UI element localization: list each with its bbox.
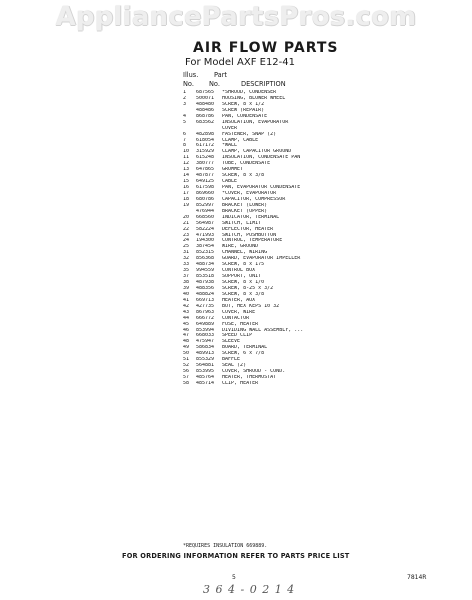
part-illus-no: 10: [183, 149, 190, 155]
part-description: BRACKET (UPPER): [222, 208, 268, 214]
part-illus-no: 56: [183, 369, 190, 375]
part-description: BRACKET (LOWER): [222, 202, 268, 208]
part-number: 649125: [196, 179, 215, 185]
part-number: 668033: [196, 333, 215, 339]
part-number: 994559: [196, 268, 215, 274]
part-description: CABLE: [222, 179, 238, 185]
part-illus-no: 5: [183, 119, 187, 125]
part-number: 564881: [196, 363, 215, 369]
part-description: SCREW, 6 x 7/8: [222, 351, 265, 357]
part-number: 618054: [196, 137, 215, 143]
part-number: 617172: [196, 143, 215, 149]
part-illus-no: 31: [183, 250, 190, 256]
part-description: SUPPORT, UNIT: [222, 274, 262, 280]
footnote: *REQUIRES INSULATION 669889.: [183, 543, 268, 549]
part-illus-no: 1: [183, 90, 187, 95]
part-number: 683562: [196, 119, 215, 125]
document-code: 7814R: [407, 574, 427, 581]
part-illus-no: 13: [183, 167, 190, 173]
part-number: 586834: [196, 345, 215, 351]
part-description: CONTROL, TEMPERATURE: [222, 238, 283, 244]
part-description: BOARD, TERMINAL: [222, 345, 268, 351]
part-illus-no: 47: [183, 333, 190, 339]
part-description: COVER, WIRE: [222, 309, 256, 315]
page-number: 5: [232, 574, 236, 581]
part-number: 194300: [196, 238, 215, 244]
part-illus-no: 7: [183, 137, 187, 143]
part-illus-no: 37: [183, 274, 190, 280]
part-description: HEATER, THERMOSTAT: [222, 375, 277, 380]
part-description: SCREW, 8-25 x 3/2: [222, 285, 274, 291]
part-description: FUSE, HEATER: [222, 321, 259, 327]
part-number: 564987: [196, 220, 215, 226]
header-no-part: No.: [209, 80, 220, 88]
part-illus-no: 44: [183, 315, 190, 321]
part-description: FASTENER, SNAP (2): [222, 131, 277, 137]
part-description: SEAL (2): [222, 363, 247, 369]
part-number: 869660: [196, 190, 215, 196]
part-illus-no: 2: [183, 95, 187, 101]
part-illus-no: 57: [183, 375, 190, 380]
part-number: 668560: [196, 214, 215, 220]
part-row: [183, 381, 333, 387]
part-description: COVER: [222, 125, 238, 131]
part-description: SWITCH, LIMIT: [222, 220, 262, 226]
part-illus-no: 20: [183, 214, 190, 220]
part-number: 649889: [196, 321, 215, 327]
part-number: 617598: [196, 185, 215, 190]
part-number: 853518: [196, 274, 215, 280]
part-description: DEFLECTOR, HEATER: [222, 226, 274, 232]
part-number: 615248: [196, 155, 215, 161]
part-illus-no: 18: [183, 196, 190, 202]
part-illus-no: 24: [183, 238, 190, 244]
part-number: 867963: [196, 309, 215, 315]
part-illus-no: 21: [183, 220, 190, 226]
part-description: COVER, SHROUD - COND.: [222, 369, 286, 375]
ordering-note: FOR ORDERING INFORMATION REFER TO PARTS PRICE LIST: [122, 552, 350, 560]
header-no: No.: [183, 80, 194, 88]
part-illus-no: 33: [183, 262, 190, 268]
part-number: 853995: [196, 369, 215, 375]
part-description: INDICATOR, TERMINAL: [222, 214, 280, 220]
part-number: 855329: [196, 357, 215, 363]
part-illus-no: 4: [183, 113, 187, 119]
part-description: SCREW (REPAIR): [222, 107, 265, 113]
header-part: Part: [214, 71, 228, 79]
model-subtitle: For Model AXF E12-41: [185, 57, 296, 68]
part-number: 485714: [196, 380, 215, 386]
part-illus-no: 51: [183, 357, 190, 363]
part-description: BUT, HEX KEPS 10 32: [222, 303, 280, 309]
part-illus-no: 38: [183, 280, 190, 285]
part-description: SLEEVE: [222, 339, 241, 345]
part-number: 852997: [196, 202, 215, 208]
part-number: 853994: [196, 327, 215, 333]
part-number: 380777: [196, 161, 215, 167]
part-description: SCREW, 8 x 1/2: [222, 101, 265, 107]
part-illus-no: 6: [183, 131, 187, 137]
part-illus-no: 8: [183, 143, 187, 149]
part-illus-no: 41: [183, 297, 190, 303]
part-number: 680786: [196, 196, 215, 202]
header-description: DESCRIPTION: [241, 80, 286, 88]
part-number: 315929: [196, 149, 215, 155]
part-description: SWITCH, PUSHBUTTON: [222, 232, 277, 238]
part-number: 476944: [196, 208, 215, 214]
part-description: GUARD, EVAPORATOR IMPELLER: [222, 256, 301, 262]
part-description: SCREW, 8 x 3/8: [222, 291, 265, 297]
part-number: 868786: [196, 113, 215, 119]
part-description: WIRE, GROUND: [222, 244, 259, 250]
part-illus-no: 19: [183, 202, 190, 208]
part-description: SCREW, 8 x 1/0: [222, 280, 265, 285]
part-description: HEATER, AUX: [222, 297, 256, 303]
part-illus-no: 42: [183, 303, 190, 309]
part-description: INSULATION, CONDENSATE PAN: [222, 155, 301, 161]
part-number: 666772: [196, 315, 215, 321]
part-number: 669713: [196, 297, 215, 303]
part-number: 485764: [196, 375, 215, 380]
part-description: CAPACITOR, COMPRESSOR: [222, 196, 286, 202]
part-number: 475947: [196, 339, 215, 345]
part-illus-no: 32: [183, 256, 190, 262]
part-illus-no: 46: [183, 327, 190, 333]
part-illus-no: 25: [183, 244, 190, 250]
part-description: *SHROUD, CONDENSER: [222, 90, 277, 95]
part-description: CONTACTOR: [222, 315, 250, 321]
part-number: 647865: [196, 167, 215, 173]
part-illus-no: 22: [183, 226, 190, 232]
part-number: 687565: [196, 90, 215, 95]
part-number: 489913: [196, 351, 215, 357]
part-illus-no: 16: [183, 185, 190, 190]
part-illus-no: 52: [183, 363, 190, 369]
part-number: 387454: [196, 244, 215, 250]
part-description: CONTROL BOX: [222, 268, 256, 274]
part-description: TUBE, CONDENSATE: [222, 161, 271, 167]
part-number: 427735: [196, 303, 215, 309]
part-description: *COVER, EVAPORATOR: [222, 190, 277, 196]
part-illus-no: 15: [183, 179, 190, 185]
page-title: AIR FLOW PARTS: [193, 40, 339, 56]
handwritten-note: 3 6 4 - 0 2 1 4: [203, 583, 296, 596]
parts-list: [183, 90, 333, 387]
part-illus-no: 58: [183, 380, 190, 386]
part-number: 488734: [196, 262, 215, 268]
part-description: DIVIDING WALL ASSEMBLY, ...: [222, 327, 304, 333]
part-illus-no: 14: [183, 173, 190, 179]
part-description: CHANNEL, WIRING: [222, 250, 268, 256]
part-illus-no: 17: [183, 190, 190, 196]
part-illus-no: 50: [183, 351, 190, 357]
part-description: CLIP, HEATER: [222, 380, 259, 386]
part-description: SCREW, 8 x 3/8: [222, 173, 265, 179]
part-description: GROMMET: [222, 167, 244, 173]
site-watermark: AppliancePartsPros.com: [55, 2, 417, 32]
part-description: SCREW, 8 x 175: [222, 262, 265, 268]
part-number: 856368: [196, 256, 215, 262]
header-illus: Illus.: [183, 71, 199, 79]
part-illus-no: 23: [183, 232, 190, 238]
part-illus-no: 39: [183, 285, 190, 291]
part-number: 500071: [196, 95, 215, 101]
part-description: SPEED CLIP: [222, 333, 253, 339]
part-description: PAN, CONDENSATE: [222, 113, 268, 119]
part-description: CLAMP, CAPACITOR GROUND: [222, 149, 292, 155]
part-number: 471993: [196, 232, 215, 238]
part-number: 488356: [196, 285, 215, 291]
part-number: 488480: [196, 101, 215, 107]
part-description: *WALL: [222, 143, 238, 149]
part-illus-no: 35: [183, 268, 190, 274]
part-description: PAN, EVAPORATOR CONDENSATE: [222, 185, 301, 190]
part-description: HOUSING, BLOWER WHEEL: [222, 95, 286, 101]
part-illus-no: 40: [183, 291, 190, 297]
part-description: INSULATION, EVAPORATOR: [222, 119, 289, 125]
part-number: 852315: [196, 250, 215, 256]
part-illus-no: 45: [183, 321, 190, 327]
part-illus-no: 43: [183, 309, 190, 315]
part-illus-no: 48: [183, 339, 190, 345]
part-number: 482898: [196, 131, 215, 137]
part-illus-no: 3: [183, 101, 187, 107]
part-illus-no: 12: [183, 161, 190, 167]
part-description: CLAMP, CABLE: [222, 137, 259, 143]
part-number: 582224: [196, 226, 215, 232]
part-number: 488824: [196, 291, 215, 297]
part-description: BAFFLE: [222, 357, 241, 363]
part-number: 487938: [196, 280, 215, 285]
part-number: 487877: [196, 173, 215, 179]
part-illus-no: 49: [183, 345, 190, 351]
part-illus-no: 11: [183, 155, 190, 161]
part-number: 488486: [196, 107, 215, 113]
